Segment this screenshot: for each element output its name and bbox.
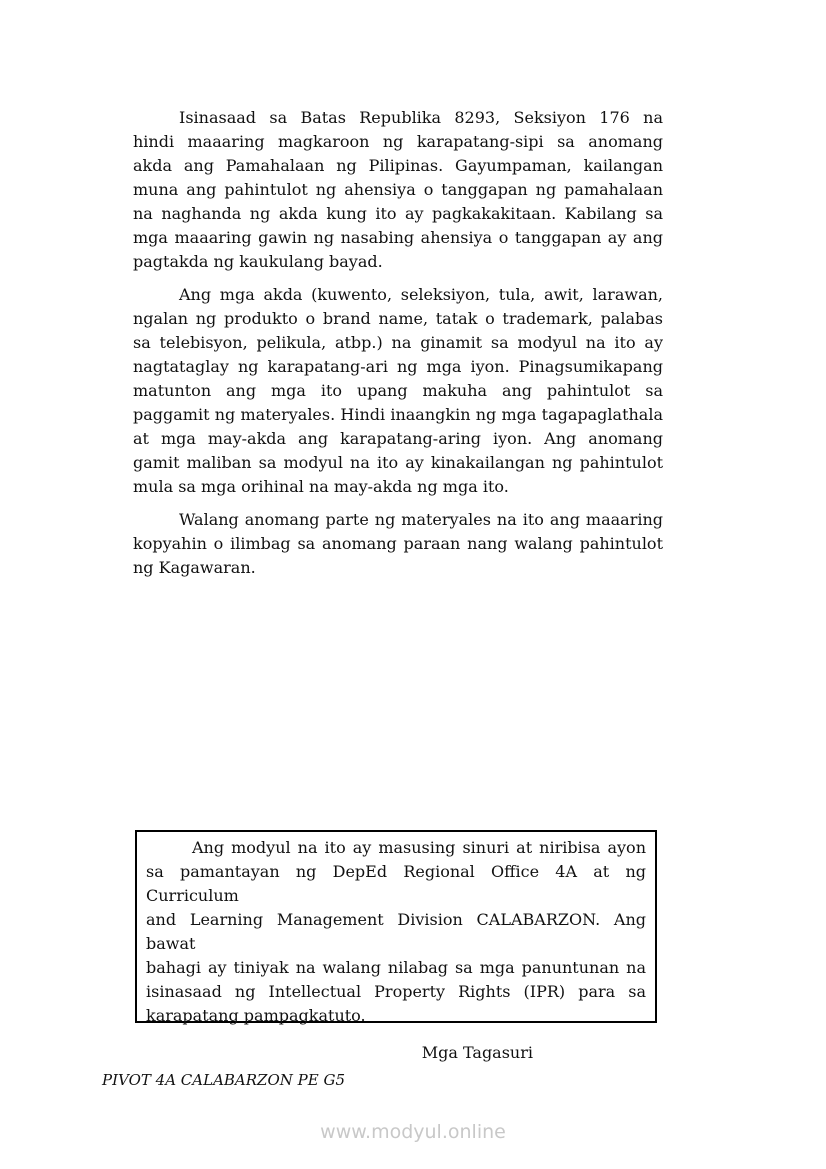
signature-line: Mga Tagasuri [421, 1043, 533, 1062]
text-line: muna ang pahintulot ng ahensiya o tanggapan ng pamahalaan [133, 180, 663, 199]
text-line: karapatang pampagkatuto. [146, 1006, 366, 1025]
text-line: paggamit ng materyales. Hindi inaangkin ng mga tagapaglathala [133, 405, 663, 424]
copyright-text-block [133, 106, 663, 580]
text-line: ng Kagawaran. [133, 558, 256, 577]
text-line: pagtakda ng kaukulang bayad. [133, 252, 383, 271]
text-line: at mga may-akda ang karapatang-aring iyon. Ang anomang [133, 429, 663, 448]
text-line: Ang mga akda (kuwento, seleksiyon, tula, awit, larawan, [179, 285, 663, 304]
text-line: ngalan ng produkto o brand name, tatak o trademark, palabas [133, 309, 663, 328]
text-line: na naghanda ng akda kung ito ay pagkakakitaan. Kabilang sa [133, 204, 663, 223]
text-line: bahagi ay tiniyak na walang nilabag sa mga panuntunan na [146, 958, 646, 977]
text-line: gamit maliban sa modyul na ito ay kinakailangan ng pahintulot [133, 453, 663, 472]
text-line: Ang modyul na ito ay masusing sinuri at niribisa ayon [192, 838, 646, 857]
copyright-paragraph-1 [133, 106, 663, 274]
footer-module-label: PIVOT 4A CALABARZON PE G5 [102, 1071, 346, 1089]
text-line: nagtataglay ng karapatang-ari ng mga iyon. Pinagsumikapang [133, 357, 663, 376]
copyright-paragraph-3 [133, 508, 663, 580]
text-line: akda ang Pamahalaan ng Pilipinas. Gayumpaman, kailangan [133, 156, 663, 175]
text-line: hindi maaaring magkaroon ng karapatang-sipi sa anomang [133, 132, 663, 151]
review-notice-paragraph [146, 836, 646, 1028]
text-line: sa telebisyon, pelikula, atbp.) na ginamit sa modyul na ito ay [133, 333, 663, 352]
text-line: and Learning Management Division CALABARZON. Ang bawat [146, 910, 646, 953]
copyright-paragraph-2 [133, 283, 663, 499]
text-line: Isinasaad sa Batas Republika 8293, Seksiyon 176 na [179, 108, 663, 127]
text-line: sa pamantayan ng DepEd Regional Office 4A at ng Curriculum [146, 862, 646, 905]
text-line: isinasaad ng Intellectual Property Rights (IPR) para sa [146, 982, 646, 1001]
watermark-url: www.modyul.online [320, 1121, 506, 1143]
text-line: mula sa mga orihinal na may-akda ng mga ito. [133, 477, 509, 496]
text-line: mga maaaring gawin ng nasabing ahensiya o tanggapan ay ang [133, 228, 663, 247]
text-line: matunton ang mga ito upang makuha ang pahintulot sa [133, 381, 663, 400]
text-line: kopyahin o ilimbag sa anomang paraan nang walang pahintulot [133, 534, 663, 553]
review-notice-box [135, 830, 657, 1062]
text-line: Walang anomang parte ng materyales na ito ang maaaring [179, 510, 663, 529]
